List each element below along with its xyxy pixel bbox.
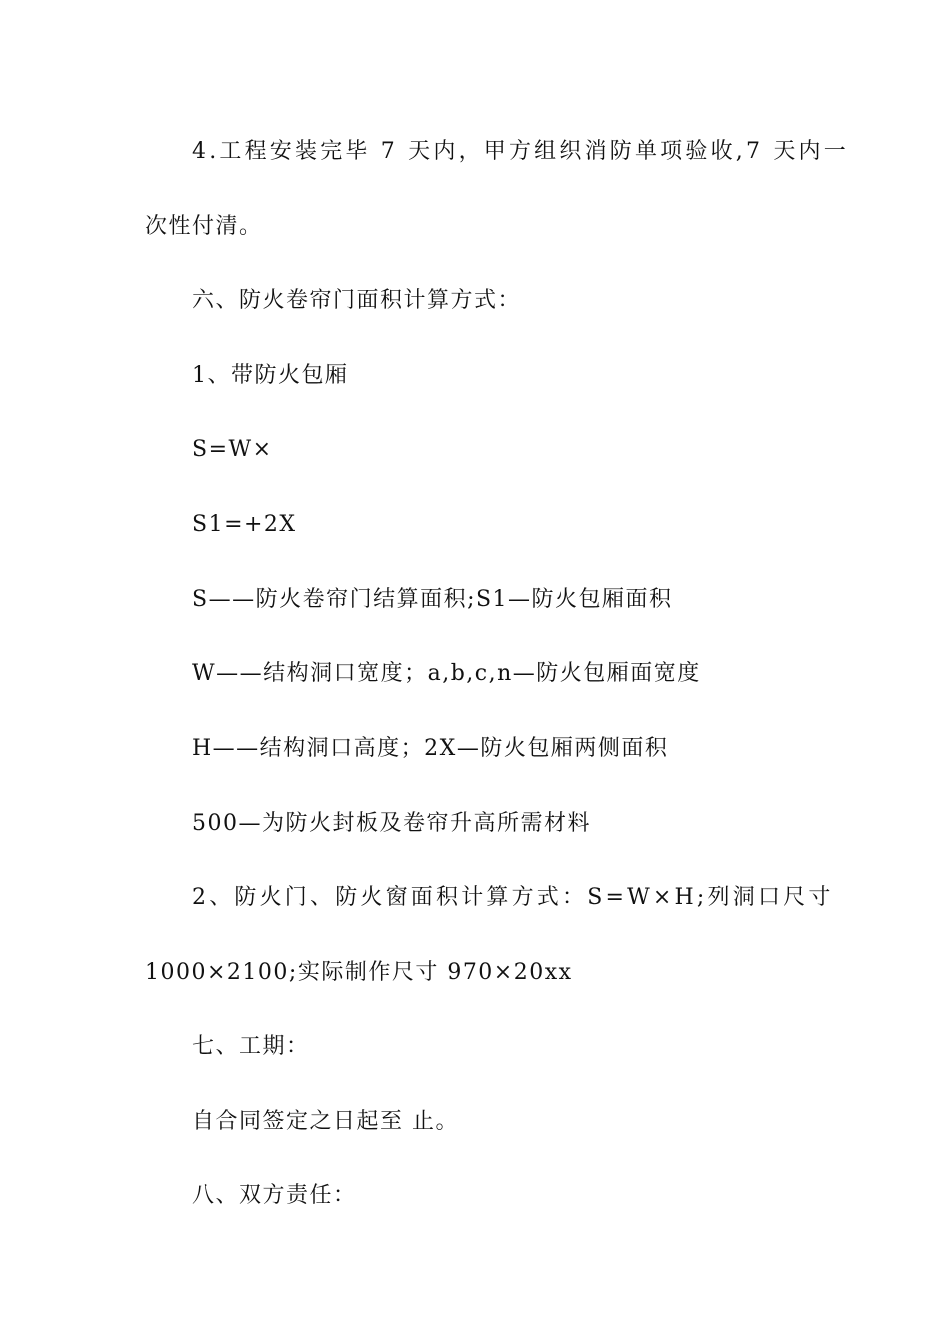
item-door-window-area-continued: 1000×2100;实际制作尺寸 970×20xx xyxy=(145,960,573,985)
definition-w: W——结构洞口宽度；a,b,c,n—防火包厢面宽度 xyxy=(192,661,701,686)
formula-s: S=W× xyxy=(192,437,273,462)
formula-s1: S1=+2X xyxy=(192,512,297,537)
section-heading-schedule: 七、工期： xyxy=(192,1034,310,1059)
paragraph-payment-terms-continued: 次性付清。 xyxy=(145,214,263,239)
section-heading-responsibilities: 八、双方责任： xyxy=(192,1183,357,1208)
paragraph-payment-terms: 4.工程安装完毕 7 天内，甲方组织消防单项验收,7 天内一 xyxy=(192,139,849,164)
definition-h: H——结构洞口高度；2X—防火包厢两侧面积 xyxy=(192,736,669,761)
definition-s: S——防火卷帘门结算面积;S1—防火包厢面积 xyxy=(192,587,673,612)
paragraph-schedule: 自合同签定之日起至 止。 xyxy=(192,1109,459,1134)
item-with-fire-box: 1、带防火包厢 xyxy=(192,363,349,388)
definition-500: 500—为防火封板及卷帘升高所需材料 xyxy=(192,811,591,836)
item-door-window-area: 2、防火门、防火窗面积计算方式：S=W×H;列洞口尺寸 xyxy=(192,885,834,910)
section-heading-area-calculation: 六、防火卷帘门面积计算方式： xyxy=(192,288,522,313)
